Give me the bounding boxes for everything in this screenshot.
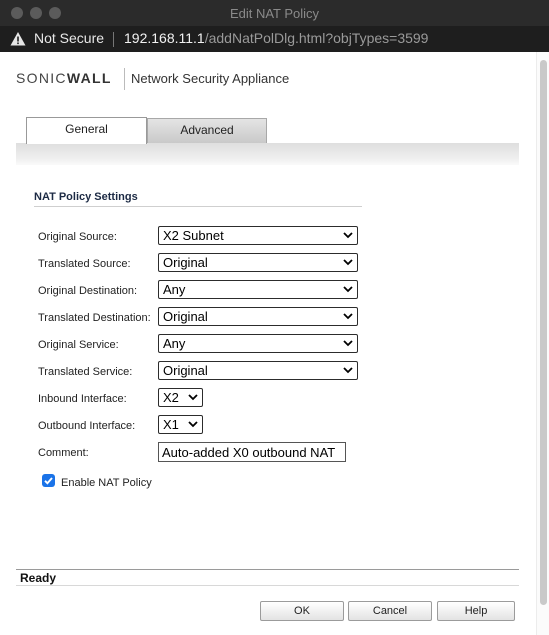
inbound-interface-select[interactable]	[158, 388, 203, 407]
url-text[interactable]	[124, 30, 428, 46]
original-destination-value: Any	[163, 282, 186, 297]
original-service-label: Original Service:	[38, 339, 119, 351]
status-bar	[16, 569, 519, 586]
inbound-interface-value: X2	[163, 390, 179, 405]
help-button[interactable]: Help	[437, 601, 515, 621]
sonicwall-logo	[16, 70, 112, 86]
chevron-down-icon	[343, 256, 353, 268]
outbound-interface-select[interactable]	[158, 415, 203, 434]
translated-destination-value: Original	[163, 309, 208, 324]
outbound-interface-label: Outbound Interface:	[38, 420, 136, 432]
translated-service-select[interactable]	[158, 361, 358, 380]
ok-button[interactable]: OK	[260, 601, 344, 621]
cancel-button[interactable]: Cancel	[348, 601, 432, 621]
chevron-down-icon	[343, 310, 353, 322]
inbound-interface-label: Inbound Interface:	[38, 393, 127, 405]
comment-input[interactable]	[158, 442, 346, 462]
tab-general[interactable]: General	[26, 117, 147, 144]
comment-label: Comment:	[38, 447, 89, 459]
original-destination-label: Original Destination:	[38, 285, 138, 297]
translated-service-value: Original	[163, 363, 208, 378]
address-bar[interactable]	[0, 26, 549, 52]
warning-icon	[10, 31, 26, 47]
section-divider	[34, 206, 362, 207]
chevron-down-icon	[343, 229, 353, 241]
chevron-down-icon	[343, 283, 353, 295]
window-titlebar	[0, 0, 549, 27]
original-service-value: Any	[163, 336, 186, 351]
scrollbar[interactable]	[536, 52, 549, 635]
chevron-down-icon	[188, 391, 198, 403]
original-service-select[interactable]	[158, 334, 358, 353]
original-source-value: X2 Subnet	[163, 228, 224, 243]
url-host: 192.168.11.1	[124, 30, 205, 46]
logo-text-bold: WALL	[66, 70, 112, 86]
translated-source-label: Translated Source:	[38, 258, 131, 270]
original-source-label: Original Source:	[38, 231, 117, 243]
translated-service-label: Translated Service:	[38, 366, 133, 378]
tab-band	[16, 143, 519, 165]
dialog-page	[0, 52, 549, 635]
url-path: /addNatPolDlg.html?objTypes=3599	[204, 30, 429, 46]
section-title: NAT Policy Settings	[34, 191, 138, 203]
enable-nat-label: Enable NAT Policy	[61, 477, 152, 489]
checkmark-icon	[42, 474, 55, 487]
logo-divider	[124, 68, 125, 90]
outbound-interface-value: X1	[163, 417, 179, 432]
logo-text-light: SONIC	[16, 70, 67, 86]
tab-advanced[interactable]: Advanced	[147, 118, 267, 143]
window-title: Edit NAT Policy	[229, 6, 320, 21]
translated-source-value: Original	[163, 255, 208, 270]
url-separator	[113, 32, 114, 47]
chevron-down-icon	[188, 418, 198, 430]
translated-destination-label: Translated Destination:	[38, 312, 151, 324]
translated-source-select[interactable]	[158, 253, 358, 272]
product-name: Network Security Appliance	[131, 71, 290, 86]
security-status[interactable]: Not Secure	[34, 30, 105, 46]
original-source-select[interactable]	[158, 226, 358, 245]
enable-nat-checkbox[interactable]	[42, 474, 55, 487]
chevron-down-icon	[343, 364, 353, 376]
scrollbar-thumb[interactable]	[540, 60, 547, 605]
translated-destination-select[interactable]	[158, 307, 358, 326]
original-destination-select[interactable]	[158, 280, 358, 299]
status-text: Ready	[20, 571, 57, 585]
chevron-down-icon	[343, 337, 353, 349]
